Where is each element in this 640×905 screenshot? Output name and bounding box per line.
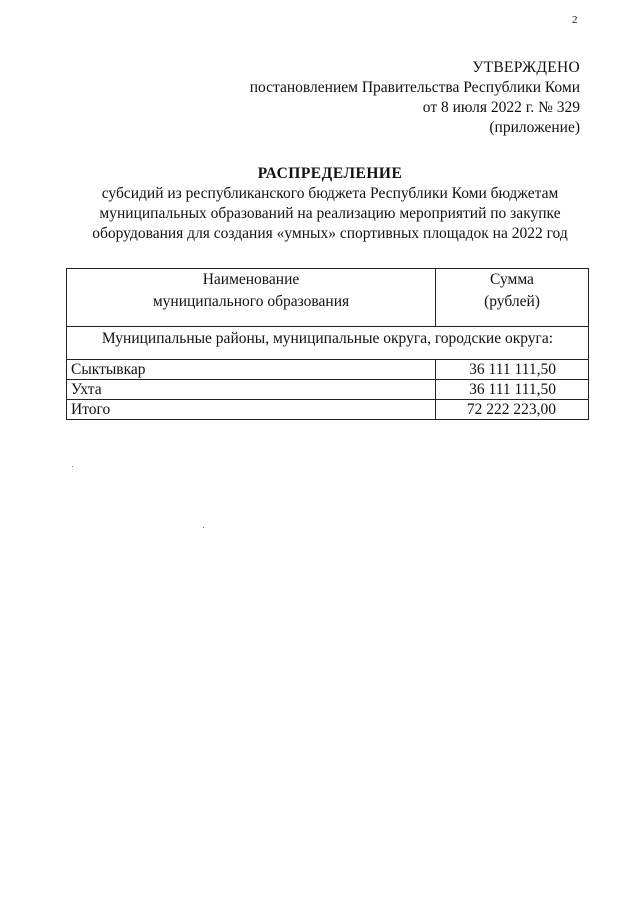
row-amount: 36 111 111,50 — [436, 360, 589, 380]
heading-line-2: муниципальных образований на реализацию мероприятий по закупке — [99, 205, 561, 222]
scan-speck — [72, 466, 73, 467]
heading-line-3: оборудования для создания «умных» спортивных площадок на 2022 год — [92, 225, 568, 242]
approval-stamp: УТВЕРЖДЕНО — [472, 59, 580, 76]
header-name-line-1: Наименование — [202, 271, 300, 288]
distribution-table — [66, 268, 589, 420]
approval-block — [250, 58, 580, 138]
approval-line-1: постановлением Правительства Республики Коми — [249, 79, 580, 96]
header-sum-cell — [436, 269, 589, 327]
document-title: РАСПРЕДЕЛЕНИЕ — [257, 165, 403, 182]
heading-line-1: субсидий из республиканского бюджета Республики Коми бюджетам — [101, 185, 559, 202]
row-amount: 36 111 111,50 — [436, 380, 589, 400]
scan-speck — [203, 527, 204, 528]
total-label: Итого — [67, 400, 436, 420]
document-heading — [70, 164, 590, 244]
section-label: Муниципальные районы, муниципальные округа, городские округа: — [67, 327, 589, 360]
total-row — [67, 400, 589, 420]
table-row — [67, 380, 589, 400]
row-name: Сыктывкар — [67, 360, 436, 380]
approval-line-3: (приложение) — [489, 119, 580, 136]
header-name-cell — [67, 269, 436, 327]
approval-line-2: от 8 июля 2022 г. № 329 — [422, 99, 580, 116]
total-amount: 72 222 223,00 — [436, 400, 589, 420]
section-row — [67, 327, 589, 360]
row-name: Ухта — [67, 380, 436, 400]
table-row — [67, 360, 589, 380]
page-number: 2 — [572, 14, 578, 26]
table-header-row — [67, 269, 589, 327]
header-name-line-2: муниципального образования — [152, 293, 350, 310]
header-sum-line-1: Сумма — [490, 271, 534, 288]
header-sum-line-2: (рублей) — [484, 293, 540, 310]
